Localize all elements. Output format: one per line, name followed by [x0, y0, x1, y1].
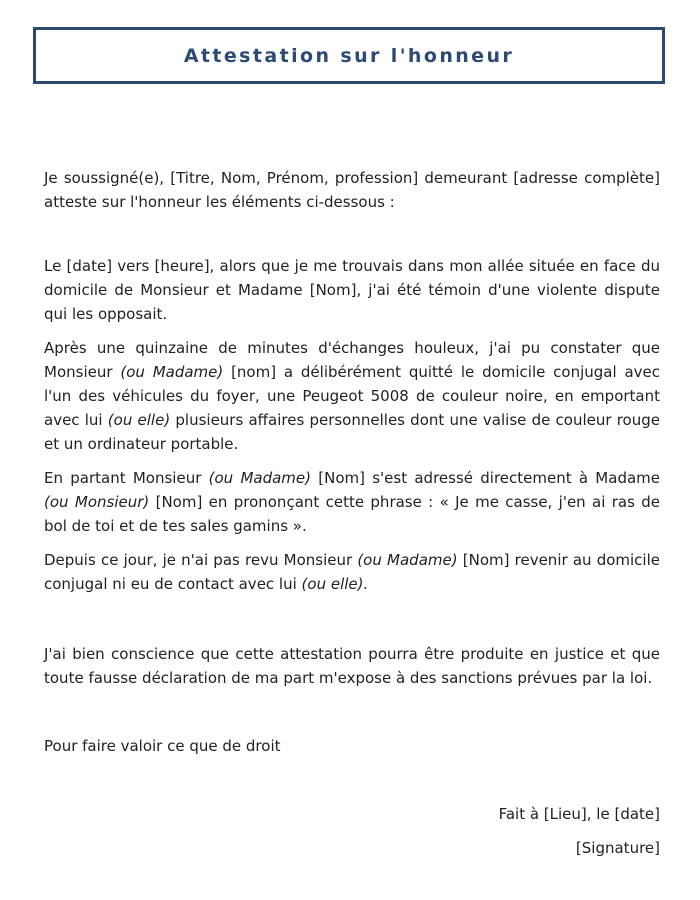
place-date-line: Fait à [Lieu], le [date]: [498, 805, 660, 823]
paragraph-quote-part-b: [Nom] s'est adressé directement à Madame: [310, 469, 660, 487]
paragraph-since-part-a: Depuis ce jour, je n'ai pas revu Monsieur: [44, 551, 358, 569]
paragraph-dispute: Le [date] vers [heure], alors que je me trouvais dans mon allée située en face du domicile de Monsieur et Madame [Nom], j'ai été témoin d'une violente dispute qui les opposait.: [44, 257, 660, 323]
title-box: [33, 27, 665, 84]
paragraph-since-italic-a: (ou Madame): [357, 551, 458, 569]
intro-paragraph: Je soussigné(e), [Titre, Nom, Prénom, profession] demeurant [adresse complète] atteste sur l'honneur les éléments ci-dessous :: [44, 169, 660, 211]
paragraph-departure-italic-a: (ou Madame): [120, 363, 224, 381]
paragraph-since-part-b: [Nom] revenir au domicile conjugal ni eu de contact avec lui: [44, 551, 660, 593]
warning-paragraph: J'ai bien conscience que cette attestation pourra être produite en justice et que toute fausse déclaration de ma part m'expose à des sanctions prévues par la loi.: [44, 645, 660, 687]
paragraph-departure-italic-b: (ou elle): [107, 411, 171, 429]
paragraph-quote: [44, 466, 660, 538]
signature-placeholder: [Signature]: [575, 839, 660, 857]
paragraph-quote-italic-b: (ou Monsieur): [44, 493, 150, 511]
paragraph-since-italic-b: (ou elle).: [301, 575, 369, 593]
paragraph-departure-part-c: plusieurs affaires personnelles dont une valise de couleur rouge et un ordinateur portable.: [44, 411, 660, 453]
paragraph-quote-part-c: [Nom] en prononçant cette phrase : « Je me casse, j'en ai ras de bol de toi et de tes sales gamins ».: [44, 493, 660, 535]
paragraph-departure-part-b: [nom] a délibérément quitté le domicile conjugal avec l'un des véhicules du foyer, une Peugeot 5008 de couleur noire, en emportant avec lui: [44, 363, 661, 429]
paragraph-departure: [44, 336, 660, 456]
document-title: Attestation sur l'honneur: [183, 44, 515, 67]
paragraph-quote-italic-a: (ou Madame): [208, 469, 311, 487]
paragraph-quote-part-a: En partant Monsieur: [44, 469, 209, 487]
paragraph-since: [44, 548, 660, 596]
closing-line: Pour faire valoir ce que de droit: [44, 737, 281, 755]
document-body: [44, 166, 660, 860]
paragraph-departure-part-a: Après une quinzaine de minutes d'échanges houleux, j'ai pu constater que Monsieur: [44, 339, 660, 381]
